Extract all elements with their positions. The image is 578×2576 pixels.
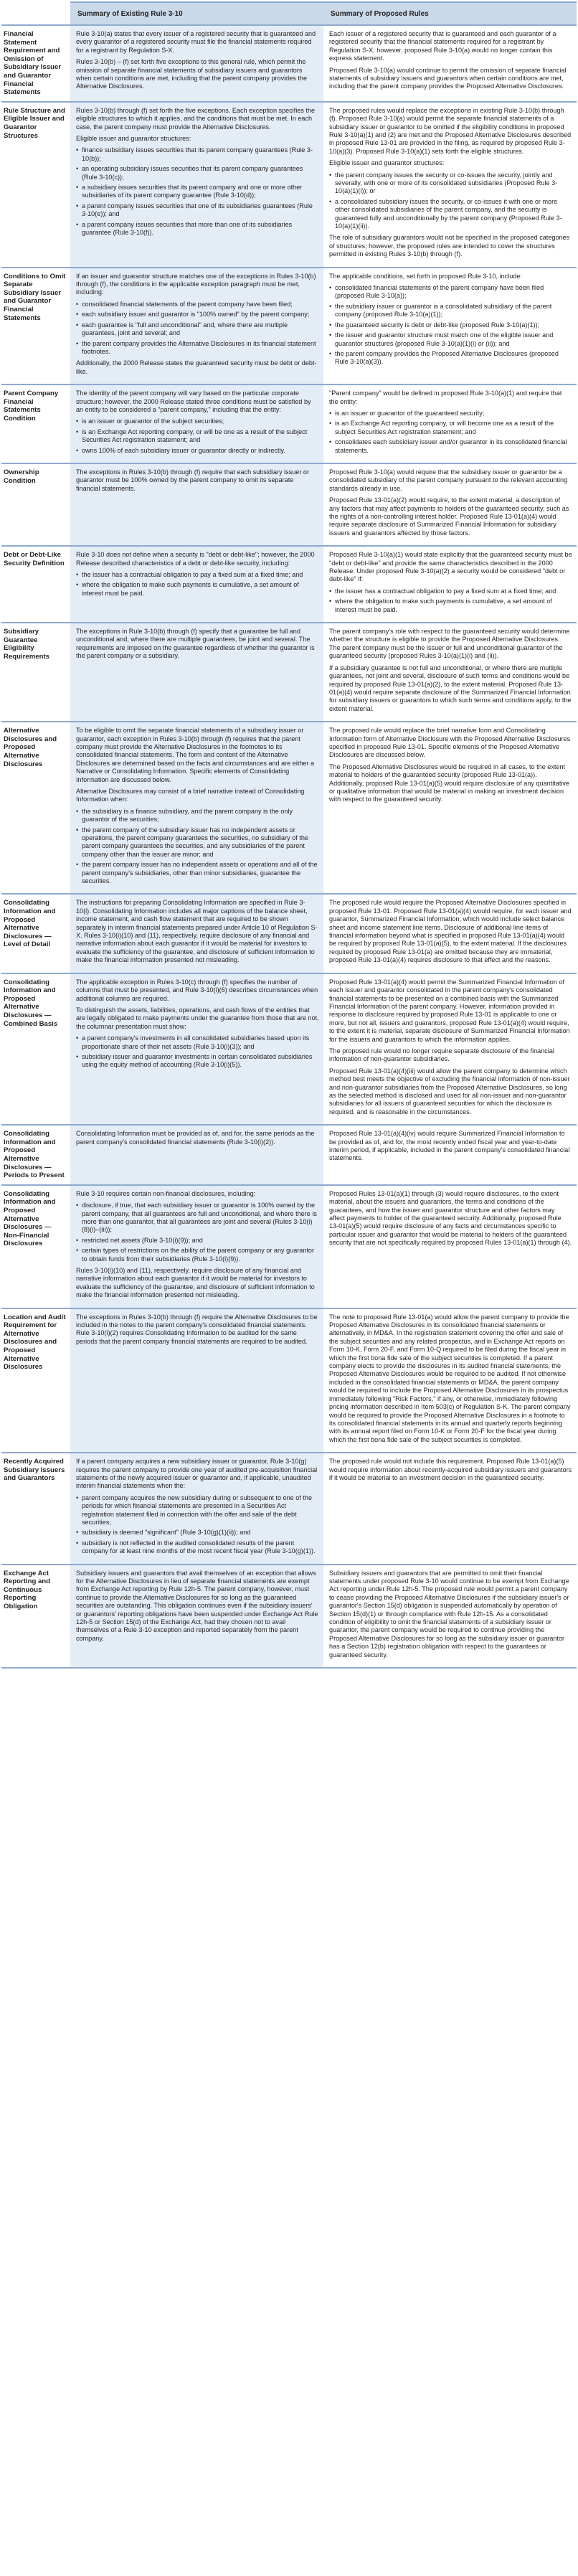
table-row [1, 1185, 577, 1308]
bullet-item: • a consolidated subsidiary issues the security, or co-issues it with one or more other consolidated subsidiaries of the parent company, and the security is guaranteed fully and unconditionally by the parent company (Proposed Rule 3-10(a)(1)(ii)). [329, 198, 572, 231]
paragraph: Alternative Disclosures may consist of a brief narrative instead of Consolidating Information when: [76, 787, 305, 803]
table-row [1, 1125, 577, 1185]
paragraph: Rule 3-10 does not define when a security is "debt or debt-like"; however, the 2000 Release described characteristics of a debt or debt-like security, including: [76, 551, 315, 567]
bullet-item: • is an Exchange Act reporting company, or will become one as a result of the subject Securities Act registration statement; and [329, 420, 572, 436]
bullet-list [76, 808, 319, 886]
table-body [1, 25, 577, 1668]
bullet-item: • the guaranteed security is debt or debt-like (proposed Rule 3-10(a)(1)); [329, 321, 572, 329]
bullet-item: • the issuer has a contractual obligation to pay a fixed sum at a fixed time; and [76, 571, 319, 579]
bullet-item: • is an issuer or guarantor of the guaranteed security; [329, 410, 572, 417]
paragraph: The applicable conditions, set forth in proposed Rule 3-10, include: [329, 272, 522, 280]
paragraph: Proposed Rule 3-10(a)(1) would state explicitly that the guaranteed security must be "debt or debt-like" and provide the same characteristics described in the 2000 Release. Under proposed Rule 3-10(a)(2) a security would be considered "debt or debt-like" if: [329, 551, 572, 583]
bullet-item: • parent company acquires the new subsidiary during or subsequent to one of the periods for which financial statements are presented in a Securities Act registration statement filed in connection with the offer and sale of the debt securities; [76, 1494, 319, 1527]
proposed-rule-cell [323, 1185, 577, 1308]
paragraph: The exceptions in Rules 3-10(b) through (f) require that each subsidiary issuer or guarantor must be 100% owned by the parent company to omit its separate financial statements. [76, 468, 310, 492]
table-row [1, 894, 577, 973]
proposed-rule-cell [323, 1125, 577, 1185]
table-row [1, 722, 577, 894]
paragraph: The instructions for preparing Consolidating Information are specified in Rule 3-10(i). Consolidating Information includes all major captions of the balance sheet, income statement, and cash flow statement that are required to be shown separately in interim financial statements prepared under Article 10 of Regulation S-X. Rules 3-10(i)(10) and (11), respectively, require disclosure of any financial and narrative information about each guarantor if it would be material for investors to evaluate the sufficiency of the guarantee, and disclosure of sufficient information to make the financial information presented not misleading. [76, 899, 318, 964]
paragraph: Rule 3-10(a) states that every issuer of a registered security that is guaranteed and every guarantor of a registered security must file the financial statements required for a registrant by Regulation S-X. [76, 30, 316, 54]
row-topic: Location and Audit Requirement for Alternative Disclosures and Proposed Alternative Disclosures [1, 1308, 70, 1453]
proposed-rule-cell [323, 623, 577, 722]
bullet-list [76, 1494, 319, 1556]
bullet-item: • a parent company's investments in all consolidated subsidiaries based upon its proportionate share of their net assets (Rule 3-10(i)(3)); and [76, 1034, 319, 1051]
paragraph: The identity of the parent company will vary based on the particular corporate structure; however, the 2000 Release stated three conditions must be satisfied by an entity to be considered a "parent company," including that the entity: [76, 390, 311, 413]
paragraph: The proposed rule would no longer require separate disclosure of the financial information of non-guarantor subsidiaries. [329, 1047, 554, 1063]
proposed-rule-cell [323, 1565, 577, 1668]
bullet-list [76, 1202, 319, 1263]
existing-rule-cell [70, 894, 323, 973]
bullet-item: • is an issuer or guarantor of the subject securities; [76, 417, 319, 425]
table-row [1, 1565, 577, 1668]
paragraph: The proposed rule would not include this requirement. Proposed Rule 13-01(a)(5) would require information about recently-acquired subsidiary issuers and guarantors if it would be material to an investment decision in the guaranteed security. [329, 1458, 572, 1481]
header-blank-cell [1, 2, 70, 25]
bullet-item: • restricted net assets (Rule 3-10(i)(9)); and [76, 1237, 319, 1245]
existing-rule-cell [70, 384, 323, 463]
row-topic: Subsidiary Guarantee Eligibility Requirements [1, 623, 70, 722]
bullet-item: • each guarantee is "full and unconditional" and, where there are multiple guarantees, joint and several; and [76, 321, 319, 338]
table-row [1, 384, 577, 463]
existing-rule-cell [70, 722, 323, 894]
bullet-item: • the issuer has a contractual obligation to pay a fixed sum at a fixed time; and [329, 588, 572, 595]
paragraph: Proposed Rule 13-01(a)(4)(iii) would allow the parent company to determine which method best meets the objective of excluding the financial information of non-issuer and non-guarantor subsidiaries from the Proposed Alternative Disclosures, so long as the selected method is disclosed and used for all non-issuer and non-guarantor subsidiaries for all issuers of guaranteed securities for which the disclosure is required, and is reasonable in the circumstances. [329, 1067, 570, 1115]
existing-rule-cell [70, 1453, 323, 1564]
paragraph: The proposed rule would replace the brief narrative form and Consolidating Information form of Alternative Disclosure with the Proposed Alternative Disclosures specified in proposed Rule 13-01. Specific elements of the Proposed Alternative Disclosures are discussed below. [329, 727, 571, 759]
paragraph: The proposed rules would replace the exceptions in existing Rule 3-10(b) through (f). Proposed Rule 3-10(a) would permit the separate financial statements of a subsidiary issuer or guarantor to be omitted if the eligibility conditions in proposed Rule 3-10(a)(1) and (2) are met and the Proposed Alternative Disclosures described in proposed Rule 13-01 are provided in the filing, as required by proposed Rule 3-10(a)(3). Proposed Rule 3-10(a)(1) sets forth the eligible structures. [329, 106, 572, 155]
row-topic: Consolidating Information and Proposed Alternative Disclosures — Level of Detail [1, 894, 70, 973]
existing-rule-cell [70, 25, 323, 102]
table-row [1, 973, 577, 1126]
bullet-item: • subsidiary issuer and guarantor investments in certain consolidated subsidiaries using the equity method of accounting (Rule 3-10(i)(5)). [76, 1053, 319, 1070]
bullet-item: • disclosure, if true, that each subsidiary issuer or guarantor is 100% owned by the parent company, that all guarantees are full and unconditional, and where there is more than one guarantor, that all guarantees are joint and several (Rules 3-10(i)(8)(i)–(iii)); [76, 1202, 319, 1235]
bullet-item: • the issuer and guarantor structure must match one of the eligible issuer and guarantor structures (proposed Rule 3-10(a)(1)(i) or (ii)); and [329, 331, 572, 348]
row-topic: Alternative Disclosures and Proposed Alternative Disclosures [1, 722, 70, 894]
bullet-list [76, 417, 319, 455]
paragraph: The parent company's role with respect to the guaranteed security would determine whether the structure is eligible to provide the Proposed Alternative Disclosures. The parent company must be the issuer or full and unconditional guarantor of the guaranteed security (proposed Rules 3-10(a)(1)(i) and (ii)). [329, 628, 570, 660]
comparison-document [1, 1, 577, 1669]
bullet-item: • consolidated financial statements of the parent company have been filed (proposed Rule 3-10(a)); [329, 284, 572, 301]
bullet-list [329, 171, 572, 231]
paragraph: Proposed Rule 13-01(a)(2) would require, to the extent material, a description of any factors that may affect payments to holders of the guaranteed security, such as the rights of a non-controlling interest holder. Proposed Rule 13-01(a)(4) would require separate disclosure of Summarized Financial Information for subsidiary issuers and guarantors affected by those factors. [329, 496, 569, 537]
row-topic: Recently Acquired Subsidiary Issuers and Guarantors [1, 1453, 70, 1564]
existing-rule-cell [70, 102, 323, 268]
bullet-item: • the parent company issuer has no independent assets or operations and all of the parent company's subsidiaries, other than minor subsidiaries, guarantee the securities. [76, 861, 319, 885]
existing-rule-cell [70, 1125, 323, 1185]
paragraph: Rule 3-10 requires certain non-financial disclosures, including: [76, 1189, 256, 1197]
comparison-table [1, 1, 577, 1669]
bullet-item: • a parent company issues securities that one of its subsidiaries guarantees (Rule 3-10(e)); and [76, 202, 319, 219]
header-proposed-rules: Summary of Proposed Rules [323, 2, 577, 25]
bullet-item: • the parent company provides the Alternative Disclosures in its financial statement footnotes. [76, 340, 319, 357]
paragraph: Each issuer of a registered security that is guaranteed and each guarantor of a registered security that the financial statements required for a registrant by Regulation S-X; however, proposed Rule 3-10(a) would no longer contain this express statement. [329, 30, 556, 62]
paragraph: Proposed Rule 13-01(a)(4)(iv) would require Summarized Financial Information to be provided as of, and for, the most recently ended fiscal year and year-to-date interim period, if applicable, included in the parent company's consolidated financial statements. [329, 1130, 570, 1162]
paragraph: Rules 3-10(b) – (f) set forth five exceptions to this general rule, which permit the omission of separate financial statements of subsidiary issuers and guarantors when certain conditions are met, including that the parent company provides the Alternative Disclosures. [76, 58, 308, 90]
bullet-list [329, 588, 572, 614]
existing-rule-cell [70, 1308, 323, 1453]
header-existing-rule: Summary of Existing Rule 3-10 [70, 2, 323, 25]
bullet-item: • the parent company provides the Proposed Alternative Disclosures (proposed Rule 3-10(a)(3)). [329, 350, 572, 367]
bullet-item: • subsidiary is not reflected in the audited consolidated results of the parent company for at least nine months of the most recent fiscal year (Rule 3-10(g)(1)). [76, 1539, 319, 1556]
proposed-rule-cell [323, 268, 577, 384]
proposed-rule-cell [323, 1453, 577, 1564]
existing-rule-cell [70, 546, 323, 623]
row-topic: Ownership Condition [1, 463, 70, 546]
paragraph: Subsidiary issuers and guarantors that are permitted to omit their financial statements under proposed Rule 3-10 would continue to be exempt from Exchange Act reporting under Rule 12h-5. The proposed rule would permit a parent company to cease providing the Proposed Alternative Disclosures if the subsidiary issuer's or guarantor's Section 15(d) obligation is suspended automatically by operation of Section 15(d)(1) or through compliance with Rule 12h-15. As a consolidated condition of eligibility to omit the financial statements of a subsidiary issuer or guarantor, the parent company would be required to continue providing the Proposed Alternative Disclosures for so long as the subsidiary issuer or guarantor has a Section 12(b) registration obligation with respect to the guarantees or guaranteed security. [329, 1569, 569, 1659]
proposed-rule-cell [323, 25, 577, 102]
paragraph: To be eligible to omit the separate financial statements of a subsidiary issuer or guarantor, each exception in Rules 3-10(b) through (f) requires that the parent company must provide the Alternative Disclosures in the footnotes to its consolidated financial statements. The form and content of the Alternative Disclosures are determined based on the facts and circumstances and are either a Narrative or Consolidating Information. Specific elements of Consolidating Information are discussed below. [76, 727, 315, 783]
bullet-list [76, 571, 319, 598]
bullet-item: • a parent company issues securities that more than one of its subsidiaries guarantee (Rule 3-10(f)). [76, 221, 319, 237]
proposed-rule-cell [323, 1308, 577, 1453]
existing-rule-cell [70, 1185, 323, 1308]
proposed-rule-cell [323, 973, 577, 1126]
paragraph: Proposed Rule 3-10(a) would require that the subsidiary issuer or guarantor be a consolidated subsidiary of the parent company pursuant to the relevant accounting standards already in use. [329, 468, 568, 492]
paragraph: Proposed Rule 13-01(a)(4) would permit the Summarized Financial Information of each issuer and guarantor consolidated in the parent company's consolidated financial statements to be presented on a combined basis with the Summarized Financial Information of the parent company. However, information provided in response to disclosure required by proposed Rule 13-01 is applicable to one or more, but not all, issuers and guarantors, proposed Rule 13-01(a)(4) would require, to the extent it is material, separate disclosure of Summarized Financial Information for the issuers and guarantors to which the information applies. [329, 978, 570, 1043]
paragraph: If a parent company acquires a new subsidiary issuer or guarantor, Rule 3-10(g) requires the parent company to provide one year of audited pre-acquisition financial statements of the newly acquired issuer or guarantor and, if applicable, unaudited interim financial statements when the: [76, 1458, 318, 1490]
paragraph: The Proposed Alternative Disclosures would be required in all cases, to the extent material to holders of the guaranteed security (proposed Rule 13-01(a)). Additionally, proposed Rule 13-01(a)(5) would require disclosure of any quantitative or qualitative information that would be material in making an investment decision with respect to the guaranteed security. [329, 763, 569, 803]
paragraph: If an issuer and guarantor structure matches one of the exceptions in Rules 3-10(b) through (f), the conditions in the applicable exception paragraph must be met, including: [76, 272, 316, 296]
table-row [1, 1308, 577, 1453]
table-row [1, 463, 577, 546]
paragraph: Rules 3-10(b) through (f) set forth the five exceptions. Each exception specifies the eligible structures to which it applies, and the conditions that must be met. In each case, the parent company must provide the Alternative Disclosures. [76, 106, 316, 131]
bullet-list [76, 301, 319, 356]
paragraph: The note to proposed Rule 13-01(a) would allow the parent company to provide the Proposed Alternative Disclosures in its consolidated financial statements or alternatively, in MD&A. In the registration statement covering the offer and sale of the subject securities and any related prospectus, and in Exchange Act reports on Form 10-K, Form 20-F, and Form 10-Q required to be filed during the fiscal year in which the first bona fide sale of the subject securities is completed. If a parent company elects to provide the disclosures in its audited financial statements, the Proposed Alternative Disclosures would be required to be audited. If not otherwise included in the consolidated financial statements or MD&A, the parent company would be required to include the Proposed Alternative Disclosures in its prospectus immediately following "Risk Factors," if any, or otherwise, immediately following pricing information described in Item 503(c) of Regulation S-K. The parent company would be required to provide the Proposed Alternative Disclosures in a footnote to its consolidated financial statements in its annual and quarterly reports beginning with its annual report filed on Form 10-K or Form 20-F for the fiscal year during which the first bona fide sale of the subject securities is completed. [329, 1313, 571, 1443]
bullet-item: • finance subsidiary issues securities that its parent company guarantees (Rule 3-10(b)); [76, 146, 319, 163]
bullet-item: • is an Exchange Act reporting company, or will be one as a result of the subject Securities Act registration statement; and [76, 428, 319, 445]
bullet-item: • the subsidiary is a finance subsidiary, and the parent company is the only guarantor of the securities; [76, 808, 319, 824]
paragraph: "Parent company" would be defined in proposed Rule 3-10(a)(1) and require that the entity: [329, 390, 562, 405]
paragraph: Eligible issuer and guarantor structures: [76, 134, 191, 142]
existing-rule-cell [70, 463, 323, 546]
bullet-item: • consolidates each subsidiary issuer and/or guarantor in its consolidated financial statements. [329, 438, 572, 455]
table-row [1, 268, 577, 384]
table-row [1, 102, 577, 268]
proposed-rule-cell [323, 722, 577, 894]
bullet-item: • subsidiary is deemed "significant" (Rule 3-10(g)(1)(ii)); and [76, 1529, 319, 1537]
existing-rule-cell [70, 268, 323, 384]
row-topic: Parent Company Financial Statements Condition [1, 384, 70, 463]
existing-rule-cell [70, 973, 323, 1126]
paragraph: The proposed rule would require the Proposed Alternative Disclosures specified in proposed Rule 13-01. Proposed Rule 13-01(a)(4) would require, for each issuer and guarantor, Summarized Financial Information, which would include select balance sheet and income statement line items. Disclosure of additional line items of financial information beyond what is specified in proposed Rule 13-01(a)(4) would be required by proposed Rule 13-01(a)(5), to the extent material. If the disclosures required by proposed Rule 13-01(a) are omitted because they are immaterial, proposed Rule 13-01(a)(4) requires disclosure to that effect and the reasons. [329, 899, 572, 964]
row-topic: Consolidating Information and Proposed Alternative Disclosures — Non-Financial Disclosures [1, 1185, 70, 1308]
table-header-row [1, 2, 577, 25]
existing-rule-cell [70, 623, 323, 722]
existing-rule-cell [70, 1565, 323, 1668]
paragraph: Eligible issuer and guarantor structures: [329, 159, 445, 167]
bullet-item: • a subsidiary issues securities that its parent company and one or more other subsidiaries of its parent company guarantee (Rule 3-10(d)); [76, 184, 319, 200]
bullet-list [76, 146, 319, 237]
bullet-item: • owns 100% of each subsidiary issuer or guarantor directly or indirectly. [76, 447, 319, 455]
bullet-item: • where the obligation to make such payments is cumulative, a set amount of interest must be paid. [76, 581, 319, 598]
table-row [1, 546, 577, 623]
bullet-item: • where the obligation to make such payments is cumulative, a set amount of interest must be paid. [329, 598, 572, 614]
bullet-item: • consolidated financial statements of the parent company have been filed; [76, 301, 319, 308]
proposed-rule-cell [323, 546, 577, 623]
proposed-rule-cell [323, 102, 577, 268]
paragraph: Subsidiary issuers and guarantors that avail themselves of an exception that allows for the Alternative Disclosures in lieu of separate financial statements are exempt from Exchange Act reporting by Rule 12h-5. The parent company, however, must continue to provide the Alternative Disclosures for so long as the guaranteed securities are outstanding. This obligation continues even if the subsidiary issuers' or guarantors' reporting obligations have been suspended under Exchange Act Rule 12h-5 or Section 15(d) of the Exchange Act, had they chosen not to avail themselves of a Rule 3-10 exception and reported separately from the parent company. [76, 1569, 318, 1642]
row-topic: Financial Statement Requirement and Omission of Subsidiary Issuer and Guarantor Financial Statements [1, 25, 70, 102]
table-row [1, 623, 577, 722]
bullet-item: • certain types of restrictions on the ability of the parent company or any guarantor to obtain funds from their subsidiaries (Rule 3-10(i)(9)). [76, 1247, 319, 1263]
table-row [1, 1453, 577, 1564]
paragraph: Proposed Rule 3-10(a) would continue to permit the omission of separate financial statements of subsidiary issuers and guarantors when certain conditions are met, including that the parent company provides the Proposed Alternative Disclosures. [329, 66, 567, 90]
bullet-list [329, 410, 572, 455]
row-topic: Exchange Act Reporting and Continuous Reporting Obligation [1, 1565, 70, 1668]
bullet-item: • an operating subsidiary issues securities that its parent company guarantees (Rule 3-10(c)); [76, 165, 319, 181]
table-row [1, 25, 577, 102]
paragraph: The applicable exception in Rules 3-10(c) through (f) specifies the number of columns that must be presented, and Rule 3-10(i)(6) describes circumstances when additional columns are required. [76, 978, 318, 1002]
paragraph: The role of subsidiary guarantors would not be specified in the proposed categories of structures; however, the proposed rules are intended to cover the structures permitted in existing Rules 3-10(b) through (f). [329, 234, 570, 258]
row-topic: Rule Structure and Eligible Issuer and Guarantor Structures [1, 102, 70, 268]
proposed-rule-cell [323, 463, 577, 546]
row-topic: Debt or Debt-Like Security Definition [1, 546, 70, 623]
bullet-item: • the parent company issues the security or co-issues the security, jointly and severally, with one or more of its consolidated subsidiaries (Proposed Rule 3-10(a)(1)(i)); or [329, 171, 572, 196]
row-topic: Consolidating Information and Proposed Alternative Disclosures — Combined Basis [1, 973, 70, 1126]
bullet-list [329, 284, 572, 367]
paragraph: The exceptions in Rules 3-10(b) through (f) require the Alternative Disclosures to be included in the notes to the parent company's consolidated financial statements. Rule 3-10(i)(2) requires Consolidating Information to be audited for the same periods that the parent company financial statements are required to be audited. [76, 1313, 318, 1345]
paragraph: Additionally, the 2000 Release states the guaranteed security must be debt or debt-like. [76, 359, 317, 375]
paragraph: Proposed Rules 13-01(a)(1) through (3) would require disclosures, to the extent material, about the issuers and guarantors, the terms and conditions of the guarantees, and how the issuer and guarantor structure and other factors may affect payments to holder of the guaranteed security. Additionally, proposed Rule 13-01(a)(5) would require disclosure of any facts and circumstances specific to particular issuer and guarantor that would be material to holders of the guaranteed security that are not specifically required by proposed Rules 13-01(a)(1) through (4). [329, 1189, 572, 1247]
paragraph: If a subsidiary guarantee is not full and unconditional, or where there are multiple guarantees, not joint and several, disclosure of such terms and conditions would be required by proposed Rule 13-01(a)(2), to the extent material. Proposed Rule 13-01(a)(4) would require separate disclosure of the Summarized Financial Information for subsidiary issuers or guarantors to which such terms and conditions apply, to the extent material. [329, 664, 572, 712]
bullet-item: • each subsidiary issuer and guarantor is "100% owned" by the parent company; [76, 311, 319, 319]
proposed-rule-cell [323, 894, 577, 973]
row-topic: Consolidating Information and Proposed Alternative Disclosures — Periods to Present [1, 1125, 70, 1185]
proposed-rule-cell [323, 384, 577, 463]
row-topic: Conditions to Omit Separate Subsidiary Issuer and Guarantor Financial Statements [1, 268, 70, 384]
paragraph: Consolidating Information must be provided as of, and for, the same periods as the parent company's consolidated financial statements (Rule 3-10(i)(2)). [76, 1130, 315, 1146]
bullet-item: • the subsidiary issuer or guarantor is a consolidated subsidiary of the parent company (proposed Rule 3-10(a)(1)); [329, 303, 572, 319]
bullet-item: • the parent company of the subsidiary issuer has no independent assets or operations, the parent company guarantees the securities, no subsidiary of the parent company guarantees the securities, and any subsidiaries of the parent company other than the issuer are minor; and [76, 826, 319, 859]
paragraph: The exceptions in Rule 3-10(b) through (f) specify that a guarantee be full and unconditional and, where there are multiple guarantees, be joint and several. The requirements are imposed on the guarantee regardless of whether the guarantor is the parent company or a subsidiary. [76, 628, 315, 660]
paragraph: Rules 3-10(i)(10) and (11), respectively, require disclosure of any financial and narrative information about each guarantor if it would be material for investors to evaluate the sufficiency of the guarantee, and disclosure of sufficient information to make the financial information presented not misleading. [76, 1267, 315, 1299]
paragraph: To distinguish the assets, liabilities, operations, and cash flows of the entities that are legally obligated to make payments under the guarantee from those that are not, the columnar presentation must show: [76, 1006, 319, 1030]
bullet-list [76, 1034, 319, 1070]
